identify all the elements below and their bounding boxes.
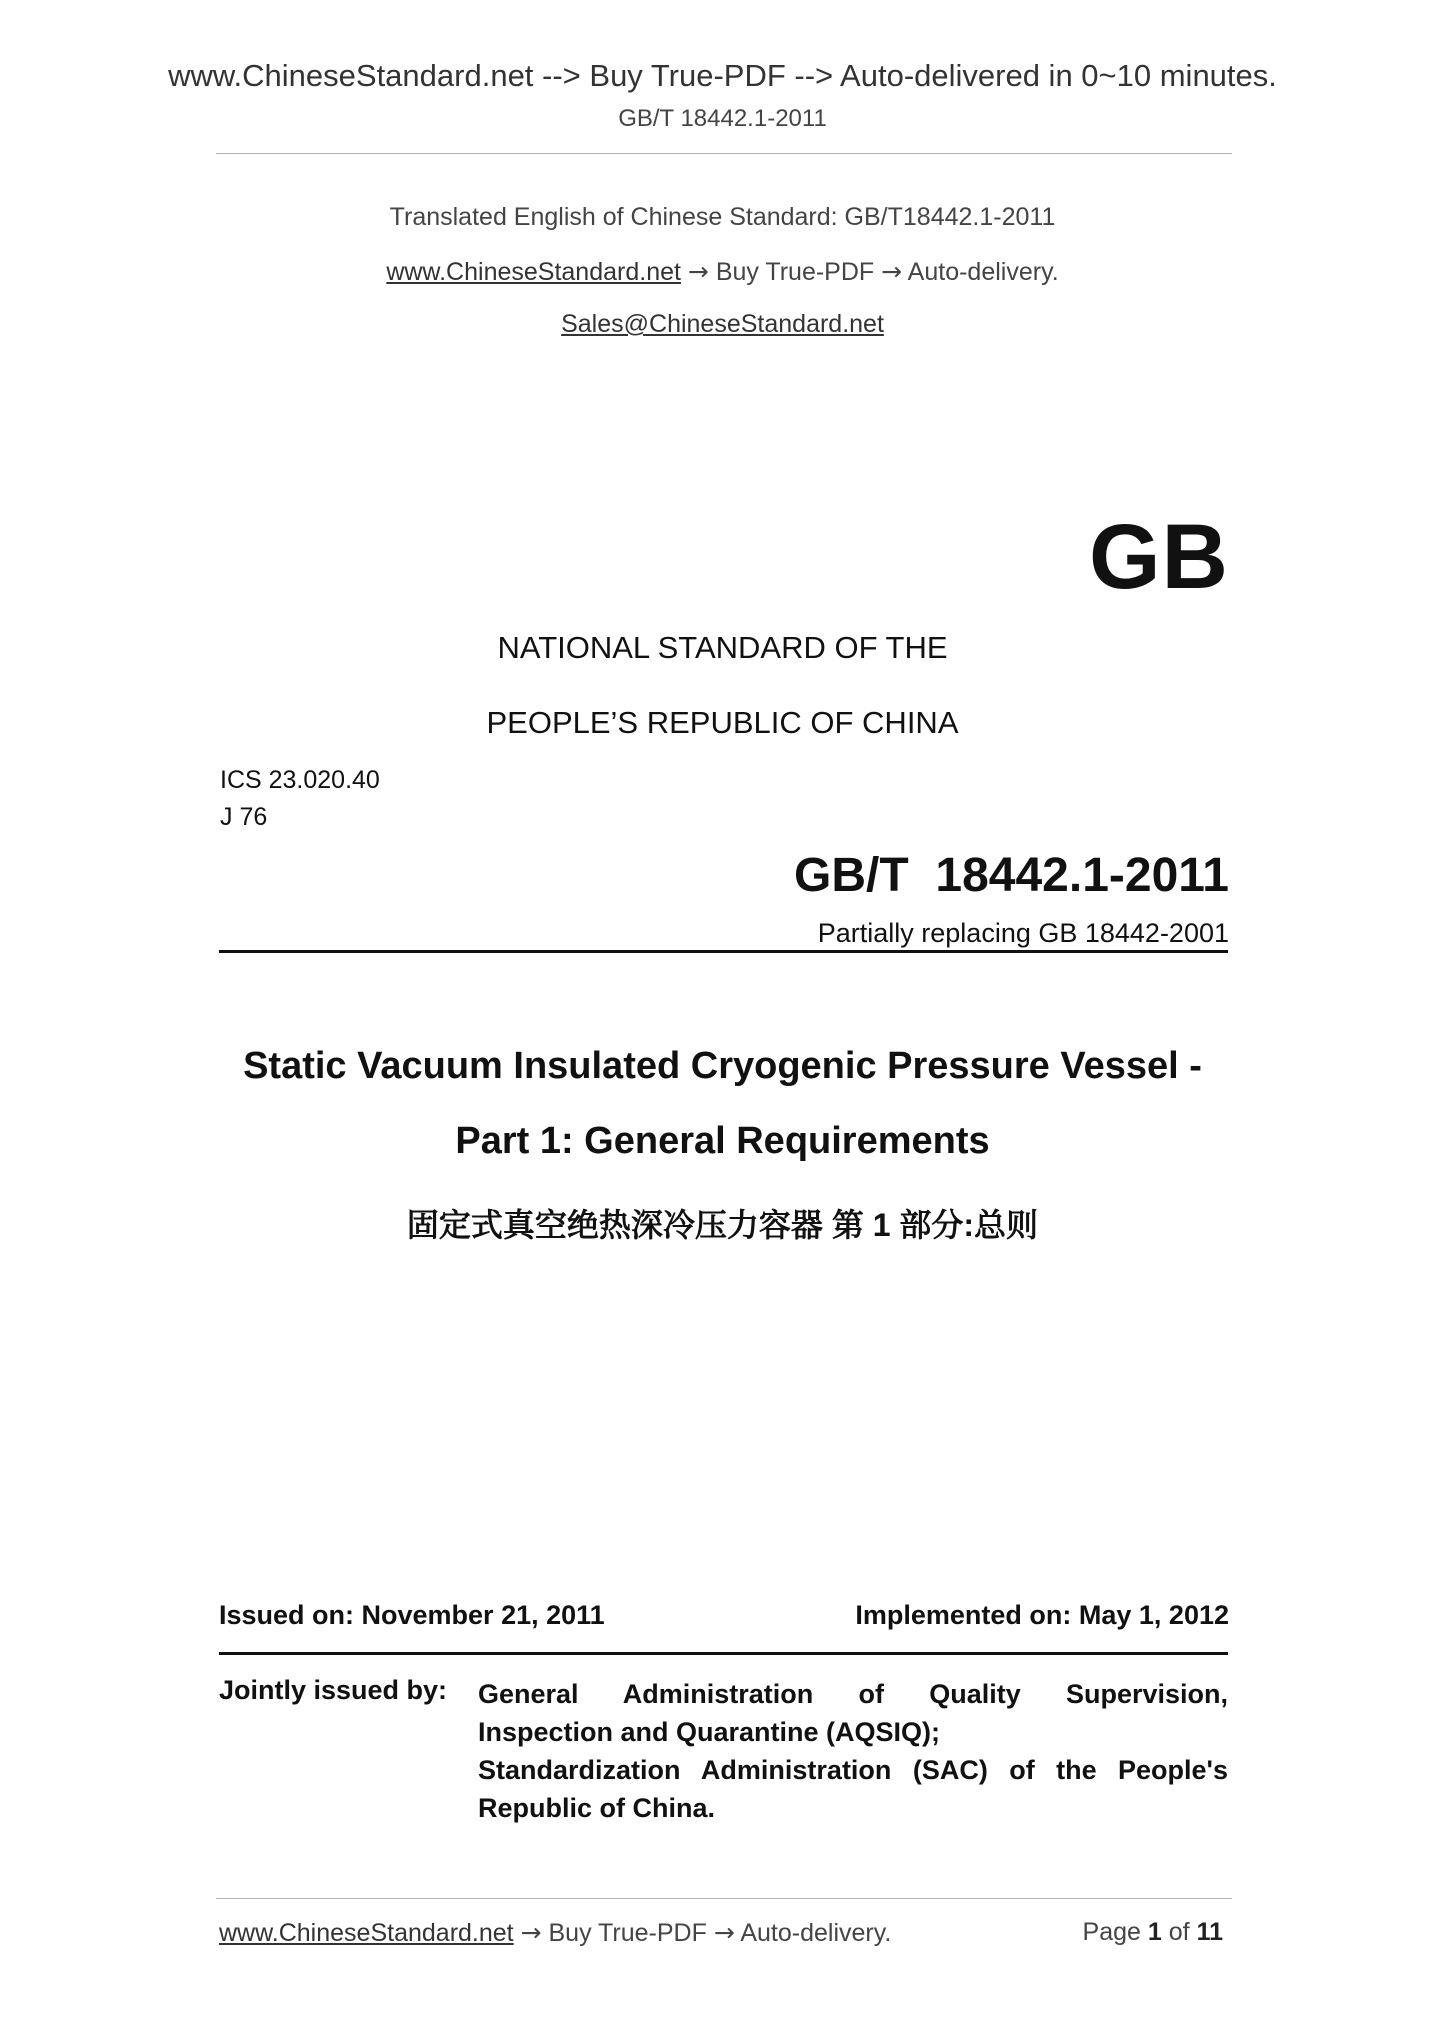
header-divider	[216, 153, 1232, 154]
authority-line: Inspection and Quarantine (AQSIQ);	[478, 1717, 941, 1747]
sales-email-link[interactable]: Sales@ChineseStandard.net	[561, 310, 884, 338]
page-current: 1	[1147, 1918, 1162, 1946]
buy-text: Buy True-PDF	[715, 258, 875, 286]
of-word: of	[1168, 1918, 1190, 1946]
auto-delivery-text: Auto-delivery.	[907, 258, 1059, 286]
footer-auto-delivery-text: Auto-delivery.	[740, 1919, 892, 1947]
document-title-chinese: 固定式真空绝热深冷压力容器 第 1 部分:总则	[406, 1207, 1039, 1243]
footer-purchase-line	[219, 1918, 891, 1948]
footer-site-link[interactable]: www.ChineseStandard.net	[219, 1919, 514, 1947]
header-line: www.ChineseStandard.net --> Buy True-PDF --> Auto-delivered in 0~10 minutes.	[168, 58, 1277, 93]
page-indicator	[1083, 1918, 1223, 1947]
gb-mark: GB	[1089, 506, 1229, 608]
document-title-line-2: Part 1: General Requirements	[455, 1120, 990, 1162]
ics-code: ICS 23.020.40	[220, 766, 380, 794]
replacing-note: Partially replacing GB 18442-2001	[817, 918, 1229, 948]
footer-buy-text: Buy True-PDF	[548, 1919, 707, 1947]
footer-divider	[216, 1898, 1232, 1899]
authority-line: Standardization Administration (SAC) of the People's	[478, 1755, 1228, 1785]
translated-notice: Translated English of Chinese Standard: GB/T18442.1-2011	[389, 203, 1056, 231]
arrow-right-icon: →	[881, 257, 903, 286]
arrow-right-icon: →	[713, 1918, 735, 1947]
header-standard-code: GB/T 18442.1-2011	[618, 105, 827, 132]
issued-date: Issued on: November 21, 2011	[219, 1600, 605, 1630]
document-title-line-1: Static Vacuum Insulated Cryogenic Pressure Vessel -	[243, 1045, 1202, 1087]
page-word: Page	[1082, 1918, 1141, 1946]
authority-line: Republic of China.	[478, 1793, 716, 1823]
site-link[interactable]: www.ChineseStandard.net	[386, 258, 681, 286]
arrow-right-icon: →	[687, 257, 709, 286]
standard-number-rule	[219, 950, 1228, 953]
issuing-authorities	[478, 1675, 1228, 1827]
national-standard-line-1: NATIONAL STANDARD OF THE	[497, 630, 948, 665]
purchase-line	[0, 257, 1445, 287]
classification-code: J 76	[220, 803, 268, 831]
authority-line: General Administration of Quality Supervision,	[478, 1679, 1228, 1709]
national-standard-line-2: PEOPLE’S REPUBLIC OF CHINA	[486, 705, 959, 740]
page-total: 11	[1196, 1918, 1223, 1946]
dates-rule	[219, 1652, 1228, 1655]
standard-number: GB/T 18442.1-2011	[794, 849, 1229, 902]
jointly-issued-label: Jointly issued by:	[219, 1675, 448, 1705]
implemented-date: Implemented on: May 1, 2012	[855, 1600, 1229, 1630]
sales-email-line	[0, 310, 1445, 339]
arrow-right-icon: →	[520, 1918, 542, 1947]
